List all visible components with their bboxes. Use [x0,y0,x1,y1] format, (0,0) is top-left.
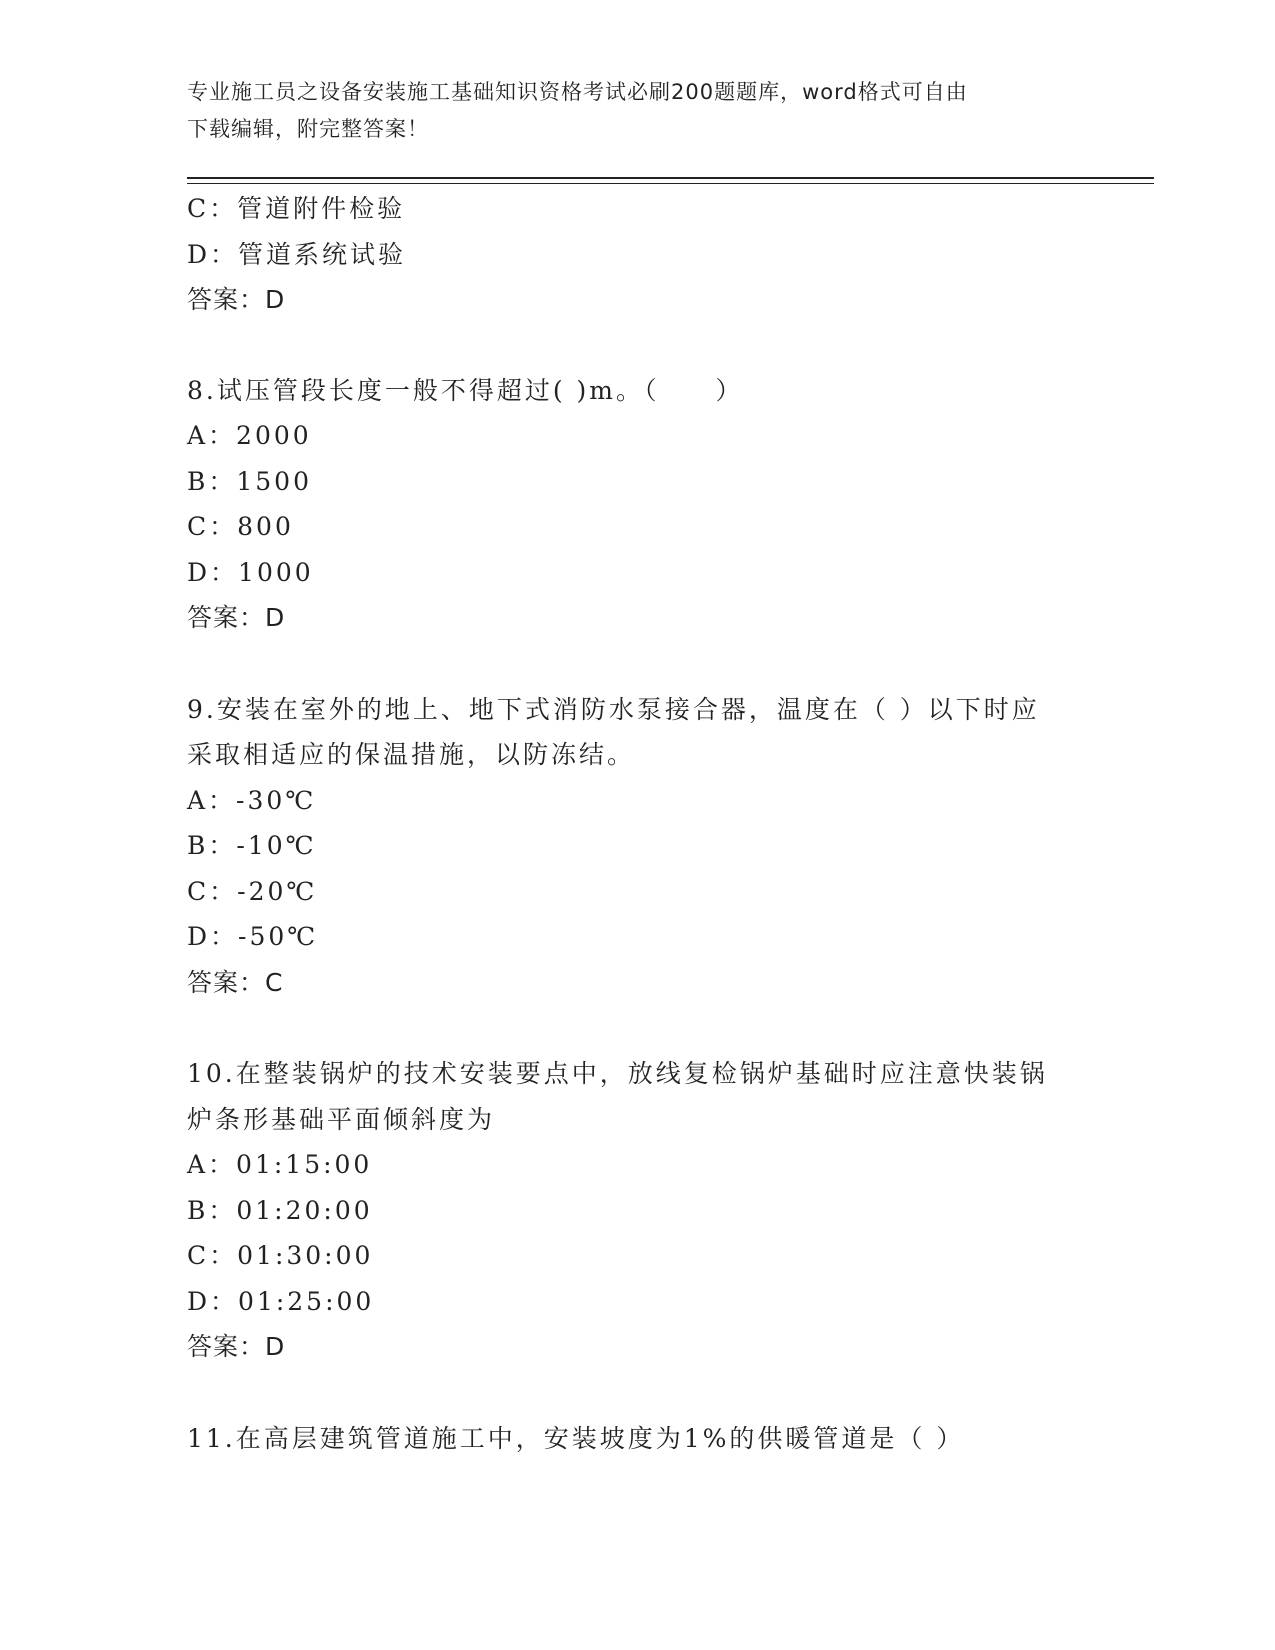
q9-question-line-2: 采取相适应的保温措施，以防冻结。 [187,740,636,769]
q9-option-a: A：-30℃ [187,785,317,815]
q9-answer: 答案：C [187,967,284,997]
q11-question: 11.在高层建筑管道施工中，安装坡度为1%的供暖管道是（ ） [187,1423,965,1453]
q8-option-a: A：2000 [187,421,312,450]
q10-answer: 答案：D [187,1332,286,1361]
q8-answer: 答案：D [187,603,286,632]
document-header [187,74,1067,148]
q9-option-b: B：-10℃ [187,831,317,860]
question-11 [187,1416,1087,1462]
q9-option-c: C：-20℃ [187,876,318,906]
q7-answer: 答案：D [187,285,286,314]
q10-option-a: A：01:15:00 [187,1150,373,1179]
q10-question-line-1: 10.在整装锅炉的技术安装要点中，放线复检锅炉基础时应注意快装锅 [187,1059,1048,1088]
question-list [187,186,1087,1461]
q8-option-b: B：1500 [187,466,312,496]
q10-option-b: B：01:20:00 [187,1195,373,1225]
header-divider-thin [187,183,1154,184]
q9-question-line-1: 9.安装在室外的地上、地下式消防水泵接合器，温度在（ ）以下时应 [187,694,1040,724]
q10-option-d: D：01:25:00 [187,1286,375,1316]
q10-question-line-2: 炉条形基础平面倾斜度为 [187,1104,496,1134]
q7-option-d: D：管道系统试验 [187,239,407,269]
q9-option-d: D：-50℃ [187,922,319,951]
header-divider-thick [187,177,1154,179]
q10-option-c: C：01:30:00 [187,1241,374,1270]
question-9 [187,687,1087,1006]
question-7-tail [187,186,1087,323]
q8-option-c: C：800 [187,512,294,541]
header-line-1: 专业施工员之设备安装施工基础知识资格考试必刷200题题库，word格式可自由 [187,80,968,104]
q8-option-d: D：1000 [187,557,314,587]
q7-option-c: C：管道附件检验 [187,194,406,223]
question-10 [187,1051,1087,1370]
header-line-2: 下载编辑，附完整答案！ [187,117,429,141]
question-8 [187,368,1087,641]
q8-question: 8.试压管段长度一般不得超过( )m。（ ） [187,375,744,405]
